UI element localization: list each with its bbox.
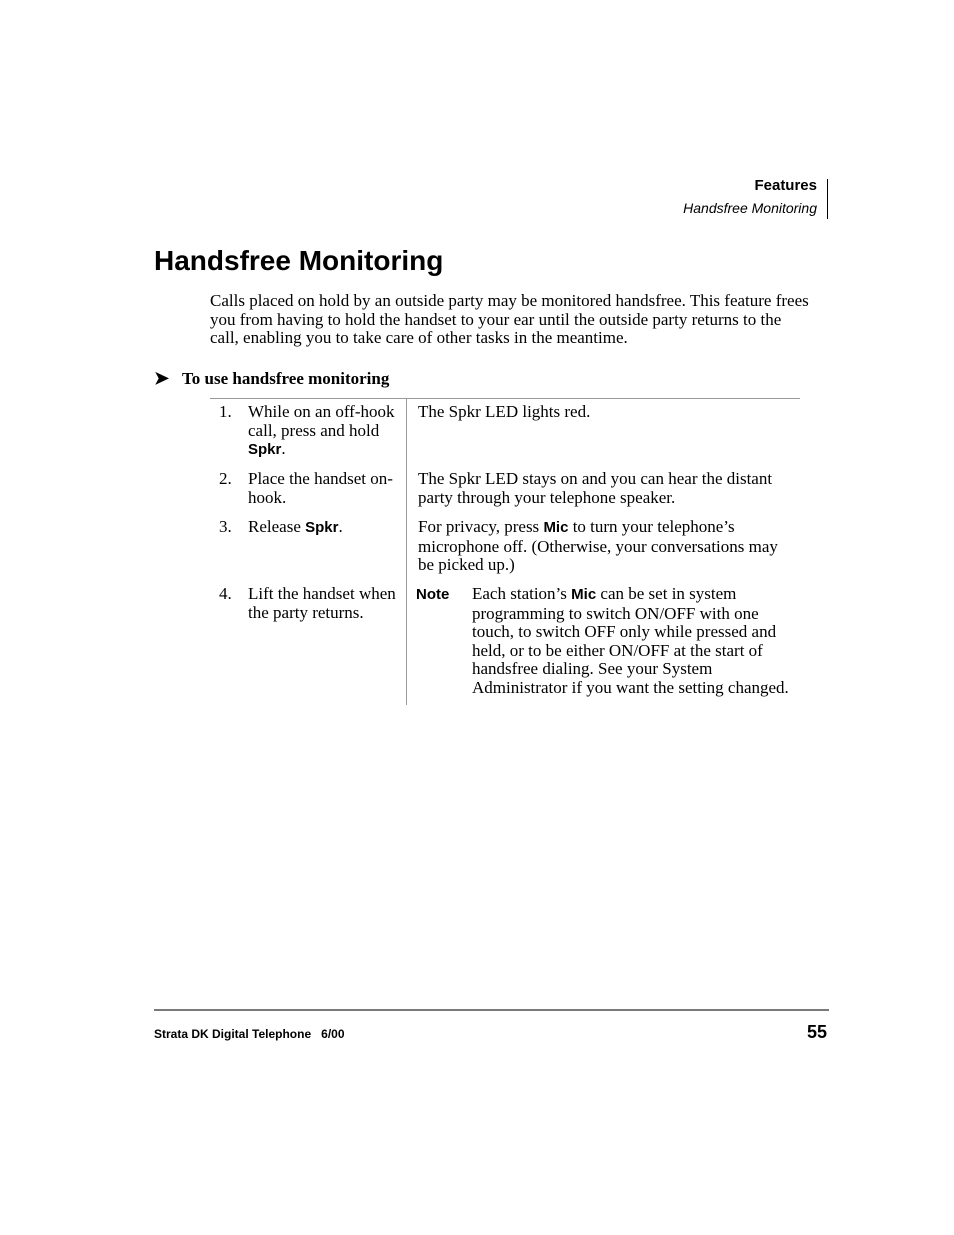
- step-result: The Spkr LED lights red.: [418, 402, 591, 421]
- step-text-part: .: [281, 439, 286, 458]
- step-number: 3.: [219, 517, 232, 536]
- running-header-rule: [827, 179, 828, 219]
- note-text-part: can be set in system programming to switch ON/OFF with one touch, to switch OFF only while pressed and held, or to be either ON/OFF at the start of handsfree dialing. See your System Administrator if you want the setting changed.: [472, 584, 789, 697]
- footer-date: 6/00: [321, 1027, 345, 1041]
- mic-key: Mic: [543, 519, 569, 536]
- step-text: [248, 403, 400, 460]
- spkr-key: Spkr: [305, 519, 339, 536]
- note-label: Note: [416, 586, 450, 603]
- note-text-part: Each station’s: [472, 584, 572, 603]
- spkr-key: Spkr: [248, 441, 282, 458]
- step-number: 2.: [219, 469, 232, 488]
- running-header-section: Features: [754, 177, 817, 194]
- page-title: Handsfree Monitoring: [154, 245, 444, 276]
- step-result: The Spkr LED stays on and you can hear the distant party through your telephone speaker.: [418, 469, 773, 507]
- arrow-right-icon: ➤: [154, 368, 170, 388]
- note-text: [472, 585, 796, 697]
- step-result-part: to turn your telephone’s microphone off. (Otherwise, your conversations may be picked up.): [418, 517, 778, 574]
- page-number: 55: [806, 1022, 827, 1042]
- step-number: 4.: [219, 584, 232, 603]
- footer-title: [154, 1026, 345, 1042]
- running-header-subsection: Handsfree Monitoring: [683, 200, 817, 216]
- step-text: Lift the handset when the party returns.: [248, 584, 396, 622]
- step-text: Place the handset on-hook.: [248, 469, 393, 507]
- step-text: [248, 518, 400, 538]
- intro-paragraph: Calls placed on hold by an outside party may be monitored handsfree. This feature frees you from having to hold the handset to your ear until the outside party returns to the call, enabling you to take care of other tasks in the meantime.: [210, 291, 809, 347]
- table-column-divider: [406, 399, 407, 705]
- procedure-heading: [154, 368, 389, 389]
- table-top-rule: [210, 398, 800, 399]
- step-text-part: .: [338, 517, 343, 536]
- footer-document-title: Strata DK Digital Telephone: [154, 1027, 312, 1041]
- step-result: [418, 518, 796, 575]
- procedure-heading-text: To use handsfree monitoring: [182, 369, 390, 388]
- step-text-part: Release: [248, 517, 306, 536]
- mic-key: Mic: [571, 586, 597, 603]
- step-result-part: For privacy, press: [418, 517, 544, 536]
- footer-rule: [154, 1009, 829, 1011]
- step-number: 1.: [219, 402, 232, 421]
- running-header: [683, 176, 817, 220]
- step-text-part: While on an off-hook call, press and hold: [248, 402, 395, 440]
